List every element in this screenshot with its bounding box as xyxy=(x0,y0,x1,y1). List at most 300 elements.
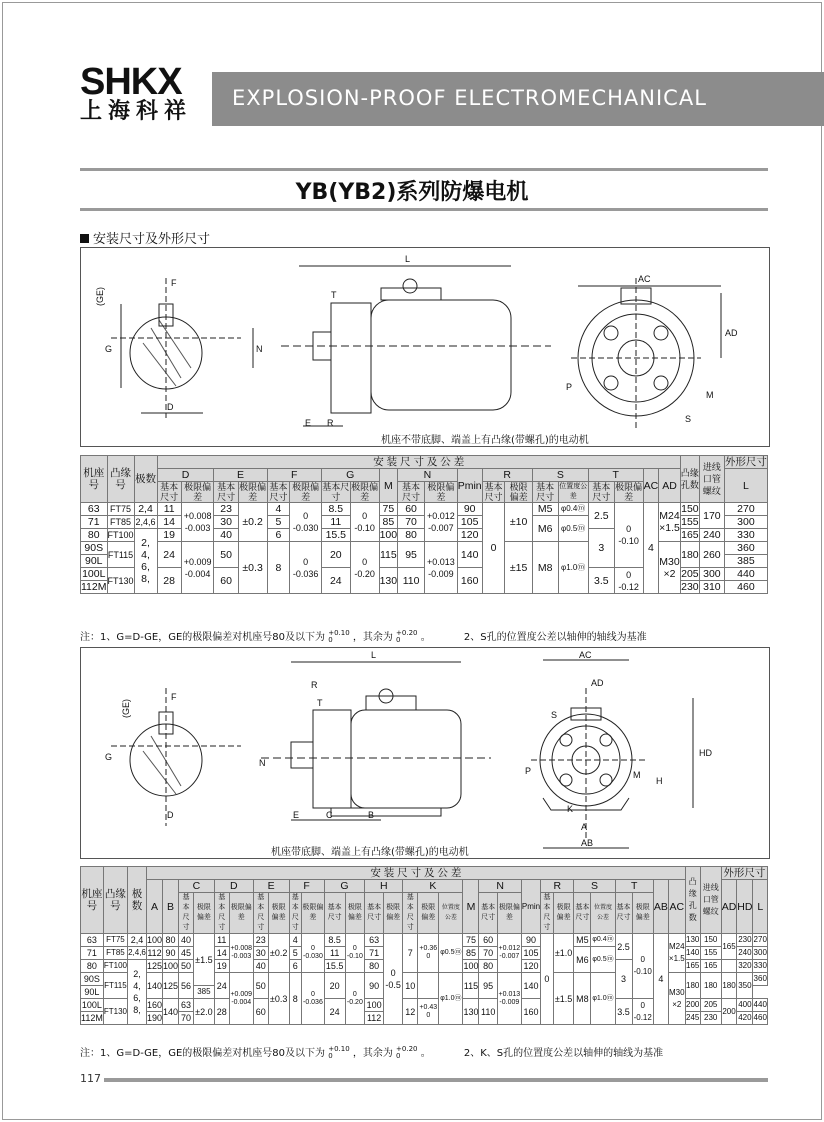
th-basic: 基本尺寸 xyxy=(398,482,425,503)
cell-C-tol: ±2.0 xyxy=(194,999,215,1025)
th-tol: 极限偏差 xyxy=(290,482,322,503)
th-T: T xyxy=(615,880,653,893)
tol-up: 0 xyxy=(303,556,309,567)
cell-N: 110 xyxy=(479,999,497,1025)
th-outline: 外形尺寸 xyxy=(721,867,767,880)
cell-poles xyxy=(127,960,146,1025)
cell-AD xyxy=(721,960,737,973)
tol-up: 0 xyxy=(352,945,357,952)
cell-L: 460 xyxy=(724,581,767,594)
cell-M: 115 xyxy=(379,542,398,568)
th-D: D xyxy=(157,469,214,482)
tol-down: -0.12 xyxy=(618,581,639,592)
tol-up: 0 xyxy=(640,1000,645,1010)
cell-holes: 4 xyxy=(643,503,659,594)
square-bullet-icon xyxy=(80,234,89,243)
tol-up: +0.013 xyxy=(498,990,521,998)
tol-down: -0.10 xyxy=(618,536,639,546)
cell-N: 60 xyxy=(479,934,497,947)
cell-poles: 2,4 xyxy=(127,934,146,947)
cell-C: 63 xyxy=(179,999,194,1012)
cell-P: 120 xyxy=(457,529,482,542)
tol-up: +0.20 xyxy=(396,629,418,637)
cell-frame: 71 xyxy=(81,947,104,960)
cell-D: 14 xyxy=(214,947,229,960)
cell-N: 95 xyxy=(479,973,497,999)
poles-d: 6, xyxy=(141,561,150,573)
cell-S: M6 xyxy=(574,947,591,973)
cell-A: 140 xyxy=(146,973,162,999)
cell-conduit xyxy=(668,934,685,973)
note-1-tol-2 xyxy=(396,630,417,644)
cell-D: 11 xyxy=(214,934,229,947)
cell-D: 19 xyxy=(214,960,229,973)
svg-text:C: C xyxy=(326,810,333,820)
th-flange: 凸缘号 xyxy=(107,456,134,503)
note-2-text-d: 2、K、S孔的位置度公差以轴伸的轴线为基准 xyxy=(463,1048,664,1059)
cell-G: 15.5 xyxy=(325,961,344,971)
drawing-1-svg xyxy=(81,248,769,446)
th-basic: 基本尺寸 xyxy=(267,482,290,503)
cell-N: 60 xyxy=(398,503,425,516)
cell-C: 45 xyxy=(179,947,194,960)
motor-body xyxy=(371,300,511,410)
cell-AC: 165 xyxy=(700,960,721,973)
th-A: A xyxy=(146,880,162,934)
svg-text:R: R xyxy=(327,418,334,428)
drawing-2-caption: 机座带底脚、端盖上有凸缘(带螺孔)的电动机 xyxy=(271,847,469,858)
th-E: E xyxy=(253,880,289,893)
note-1-text-b: ，其余为 xyxy=(352,632,393,643)
svg-text:P: P xyxy=(525,766,532,776)
conduit-1: M30 xyxy=(669,987,685,997)
shaft xyxy=(291,742,313,768)
th-G: G xyxy=(324,880,364,893)
title-rule-top xyxy=(80,168,768,171)
cell-L: 385 xyxy=(194,986,215,999)
th-N: N xyxy=(479,880,521,893)
cell-poles xyxy=(134,529,157,594)
cell-D: 19 xyxy=(157,529,181,542)
cell-E: 23 xyxy=(214,503,238,516)
cell-K: 12 xyxy=(403,999,418,1025)
tol-down: -0.5 xyxy=(385,980,401,990)
tol-down: -0.007 xyxy=(428,523,454,533)
cell-flange: FT75 xyxy=(103,934,127,947)
svg-text:L: L xyxy=(405,254,411,264)
svg-text:K: K xyxy=(567,804,574,814)
cell-HD: 400 xyxy=(737,999,753,1012)
cell-D: 11 xyxy=(157,503,181,516)
th-poles: 极数 xyxy=(134,456,157,503)
cell-F: 6 xyxy=(267,529,290,542)
cell-H: 80 xyxy=(365,960,384,973)
th-basic: 基本尺寸 xyxy=(157,482,181,503)
terminal-box xyxy=(366,696,416,710)
svg-text:E: E xyxy=(293,810,300,820)
note-1 xyxy=(80,628,647,644)
cell-G: 15.5 xyxy=(321,529,350,542)
th-tol: 极限偏差 xyxy=(418,893,439,934)
th-T: T xyxy=(588,469,643,482)
section-heading xyxy=(80,228,210,247)
note-1-tol-1 xyxy=(328,630,349,644)
tol-down: -0.20 xyxy=(354,568,375,579)
conduit-1: M24 xyxy=(659,510,680,522)
cell-B: 125 xyxy=(163,973,179,999)
tol-down: -0.10 xyxy=(346,953,363,960)
th-AD: AD xyxy=(721,880,737,934)
tol-up: +0.012 xyxy=(426,511,455,521)
th-Pmin: Pmin xyxy=(457,469,482,503)
cell-M: 100 xyxy=(379,529,398,541)
svg-text:S: S xyxy=(685,414,692,424)
cell-M: 100 xyxy=(463,961,479,971)
note-2-tol-1 xyxy=(328,1046,349,1060)
th-basic: 基本尺寸 xyxy=(482,482,505,503)
th-tol: 极限偏差 xyxy=(632,893,653,934)
cell-L: 330 xyxy=(724,529,767,542)
th-tol: 极限偏差 xyxy=(345,893,365,934)
svg-text:L: L xyxy=(371,650,377,660)
th-AC: AC xyxy=(643,469,659,503)
svg-text:S: S xyxy=(551,710,558,720)
cell-D: 14 xyxy=(157,516,181,529)
svg-text:N: N xyxy=(259,758,266,768)
cell-flange: FT75 xyxy=(107,503,134,516)
cell-C-tol: ±1.5 xyxy=(194,934,215,986)
tol-up: +0.009 xyxy=(183,556,212,567)
th-D: D xyxy=(214,880,253,893)
header-banner xyxy=(212,72,824,126)
cell-R-tol: ±10 xyxy=(505,503,532,542)
cell-S-pos: φ0.5ⓜ xyxy=(558,516,588,542)
svg-text:H: H xyxy=(656,776,663,786)
tol-down: -0.12 xyxy=(633,1012,652,1022)
cell-AB: 180 xyxy=(685,973,700,999)
flange-plate xyxy=(331,303,371,413)
cell-frame: 90L xyxy=(81,555,108,568)
cell-P: 105 xyxy=(521,947,540,960)
th-basic: 基本尺寸 xyxy=(365,893,384,934)
cell-frame: 90S xyxy=(81,973,104,986)
cell-K-tol xyxy=(418,973,439,999)
cell-D-tol xyxy=(229,973,253,1025)
th-tol: 极限偏差 xyxy=(425,482,458,503)
cell-HD: 350 xyxy=(737,973,753,999)
cell-N-tol xyxy=(425,503,458,542)
cell-B: 100 xyxy=(163,961,179,971)
cell-L: 385 xyxy=(724,555,767,568)
poles-b: 2, xyxy=(141,537,150,549)
cell-D: 24 xyxy=(214,973,229,999)
cell-N: 80 xyxy=(398,529,425,542)
cell-S: M5 xyxy=(574,934,591,947)
cell-C: 70 xyxy=(179,1012,194,1025)
svg-text:AB: AB xyxy=(581,838,594,848)
th-basic: 基本尺寸 xyxy=(179,893,194,934)
cell-M: 130 xyxy=(379,568,398,594)
cell-HD: 230 xyxy=(737,934,753,947)
cell-poles: 2,4,6 xyxy=(135,517,156,527)
cell-conduit xyxy=(659,542,681,594)
th-outline: 外形尺寸 xyxy=(724,456,767,468)
cell-R: 0 xyxy=(482,503,505,594)
cell-frame: 71 xyxy=(81,516,108,529)
th-F: F xyxy=(267,469,321,482)
cell-E-tol: ±0.2 xyxy=(268,934,289,973)
cell-L: 300 xyxy=(724,516,767,529)
poles-e: 8, xyxy=(141,573,150,585)
tol-down: -0.009 xyxy=(499,998,520,1006)
cell-HD: 240 xyxy=(737,947,753,960)
cell-AB: 245 xyxy=(685,1012,700,1025)
th-C: C xyxy=(179,880,215,893)
th-basic: 基本尺寸 xyxy=(214,893,229,934)
poles-c: 4, xyxy=(133,981,141,991)
svg-text:G: G xyxy=(105,752,113,762)
th-basic: 基本尺寸 xyxy=(574,893,591,934)
cell-AD: 165 xyxy=(721,934,737,960)
poles-c: 4, xyxy=(141,549,150,561)
cell-S: M8 xyxy=(574,973,591,1025)
tol-down: -0.004 xyxy=(231,998,252,1006)
cell-P: 140 xyxy=(521,973,540,999)
cell-conduit xyxy=(659,503,681,542)
cell-G: 20 xyxy=(324,973,345,999)
cell-G-tol xyxy=(350,503,379,542)
cell-AD: 310 xyxy=(699,581,724,594)
cell-G-tol xyxy=(350,542,379,594)
th-tol: 极限偏差 xyxy=(268,893,289,934)
cell-P: 90 xyxy=(521,934,540,947)
th-L: L xyxy=(753,880,768,934)
cell-frame: 112M xyxy=(81,581,107,593)
motor-body xyxy=(351,710,461,808)
cell-T: 2.5 xyxy=(615,934,632,960)
cell-S: M5 xyxy=(532,503,558,516)
svg-text:AC: AC xyxy=(579,650,592,660)
th-tol: 极限偏差 xyxy=(351,482,379,502)
page-title: YB(YB2)系列防爆电机 xyxy=(295,180,529,205)
cell-HD: 320 xyxy=(737,960,753,973)
cell-N-tol xyxy=(425,542,458,594)
cell-G: 24 xyxy=(321,568,350,594)
cell-frame: 90S xyxy=(81,542,108,555)
cell-N: 110 xyxy=(398,568,425,594)
th-conduit: 进线口管螺纹 xyxy=(700,867,721,934)
cell-G: 20 xyxy=(321,542,350,568)
svg-text:D: D xyxy=(167,402,174,412)
cell-G: 8.5 xyxy=(321,503,350,516)
th-AC: AC xyxy=(668,880,685,934)
cell-frame: 90L xyxy=(81,986,104,999)
th-M: M xyxy=(379,469,398,503)
flange-plate xyxy=(313,710,351,808)
cell-frame: 63 xyxy=(81,934,104,947)
cell-T-tol xyxy=(632,934,653,999)
cell-G: 24 xyxy=(324,999,345,1025)
th-basic: 基本尺寸 xyxy=(289,893,302,934)
cell-L: 360 xyxy=(753,973,768,986)
note-2-text-b: ，其余为 xyxy=(352,1048,393,1059)
logo-cn-text: 上海科祥 xyxy=(80,99,193,124)
cell-F: 8 xyxy=(289,973,302,1025)
tol-up: +0.10 xyxy=(328,1045,350,1053)
svg-text:F: F xyxy=(171,692,177,702)
cell-A: 100 xyxy=(146,935,163,945)
th-tol: 极限偏差 xyxy=(497,893,521,934)
cell-AC: 180 xyxy=(700,973,721,999)
page-number: 117 xyxy=(80,1072,101,1085)
tol-down: 0 xyxy=(426,1011,431,1019)
cell-B: 90 xyxy=(163,947,179,960)
cell-AD: 240 xyxy=(699,529,724,542)
th-install: 安 装 尺 寸 及 公 差 xyxy=(146,867,685,880)
cell-F: 6 xyxy=(289,960,302,973)
banner-text: EXPLOSION-PROOF ELECTROMECHANICAL xyxy=(232,86,707,110)
drawing-2-svg xyxy=(81,648,769,858)
cell-N-tol xyxy=(497,973,521,1025)
tol-down: -0.003 xyxy=(184,523,211,533)
tol-up: 0 xyxy=(390,968,396,978)
cell-P: 105 xyxy=(457,516,482,529)
cell-E: 60 xyxy=(214,568,238,594)
th-S: S xyxy=(574,880,615,893)
tol-up: 0 xyxy=(362,511,368,521)
cell-E-tol: ±0.3 xyxy=(238,542,267,594)
cell-L: 460 xyxy=(753,1012,768,1025)
cell-K: 10 xyxy=(403,973,418,999)
cell-AC: 165 xyxy=(681,529,699,541)
th-pos: 位置度公差 xyxy=(558,482,588,503)
th-E: E xyxy=(214,469,267,482)
cell-D-tol xyxy=(181,503,214,542)
cell-E: 40 xyxy=(253,960,268,973)
svg-text:D: D xyxy=(167,810,174,820)
cell-C: 50 xyxy=(179,960,194,973)
th-M: M xyxy=(463,880,479,934)
cell-L: 360 xyxy=(724,542,767,555)
cell-frame: 100L xyxy=(81,1000,102,1010)
cell-AC: 180 xyxy=(680,542,699,568)
cell-H-tol xyxy=(384,934,403,1025)
tol-up: 0 xyxy=(626,569,632,580)
th-basic: 基本尺寸 xyxy=(479,893,497,934)
cell-P: 160 xyxy=(457,568,482,594)
th-basic: 基本尺寸 xyxy=(615,893,632,934)
cell-H: 71 xyxy=(365,947,384,960)
cell-S-pos: φ1.0ⓜ xyxy=(558,542,588,594)
drawing-1-caption: 机座不带底脚、端盖上有凸缘(带螺孔)的电动机 xyxy=(381,435,589,446)
cell-AD: 170 xyxy=(699,503,724,529)
tol-up: +0.008 xyxy=(230,945,253,952)
th-R: R xyxy=(541,880,574,893)
cell-AD: 300 xyxy=(699,568,724,581)
th-install: 安 装 尺 寸 及 公 差 xyxy=(157,456,680,469)
cell-P: 90 xyxy=(457,503,482,516)
th-B: B xyxy=(163,880,179,934)
cell-S-pos: φ1.0ⓜ xyxy=(591,973,615,1025)
conduit-2: ×2 xyxy=(672,999,682,1009)
cell-AD: 260 xyxy=(699,542,724,568)
cell-E: 50 xyxy=(214,542,238,568)
cell-D-tol xyxy=(229,934,253,973)
cell-G: 11 xyxy=(321,516,350,529)
cell-conduit xyxy=(668,973,685,1025)
th-F: F xyxy=(289,880,324,893)
th-N: N xyxy=(398,469,458,482)
cell-A: 112 xyxy=(147,948,162,958)
svg-text:P: P xyxy=(566,382,573,392)
svg-text:N: N xyxy=(256,344,263,354)
th-basic: 基本尺寸 xyxy=(253,893,268,934)
cell-T-tol xyxy=(632,999,653,1025)
th-holes: 凸缘孔数 xyxy=(680,456,699,503)
cell-D: 28 xyxy=(214,999,229,1025)
tol-up: 0 xyxy=(310,990,315,998)
conduit-1: M24 xyxy=(669,942,685,951)
th-tol: 极限偏差 xyxy=(302,893,325,934)
th-tol: 极限偏差 xyxy=(505,482,532,503)
conduit-2: ×1.5 xyxy=(668,954,685,963)
terminal-box xyxy=(381,288,441,300)
cell-AC: 230 xyxy=(681,581,699,593)
th-poles: 极数 xyxy=(127,867,146,934)
cell-S-pos: φ0.4ⓜ xyxy=(591,934,615,947)
tol-up: 0 xyxy=(362,556,368,567)
tol-down: -0.030 xyxy=(303,953,323,960)
th-basic: 基本尺寸 xyxy=(532,482,558,503)
cell-frame: 112M xyxy=(81,1013,103,1023)
cell-L: 440 xyxy=(724,568,767,581)
cell-holes: 4 xyxy=(653,934,668,1025)
cell-R-tol: ±1.5 xyxy=(553,973,574,1025)
drawing-flange-no-feet xyxy=(80,247,770,447)
tol-up: +0.20 xyxy=(396,1045,418,1053)
note-2 xyxy=(80,1044,663,1060)
tol-down: 0 xyxy=(328,636,333,644)
th-pos: 位置度公差 xyxy=(591,893,615,934)
svg-text:T: T xyxy=(317,698,323,708)
cell-N: 70 xyxy=(398,516,425,529)
cell-K: 7 xyxy=(403,934,418,973)
company-logo xyxy=(80,61,198,124)
cell-E: 23 xyxy=(253,934,268,947)
cell-P: 160 xyxy=(521,999,540,1025)
cell-flange: FT85 xyxy=(103,947,127,960)
cell-AC: 205 xyxy=(681,568,699,580)
cell-P: 140 xyxy=(457,542,482,568)
title-rule-bottom xyxy=(80,208,768,211)
mounting-feet xyxy=(331,808,441,816)
tol-down: -0.007 xyxy=(499,953,520,960)
note-1-text-c: 。 xyxy=(420,632,431,643)
poles-b: 2, xyxy=(133,969,141,979)
th-AD: AD xyxy=(659,469,681,503)
cell-T: 2.5 xyxy=(588,503,614,529)
tol-down: -0.004 xyxy=(184,568,211,579)
cell-F-tol xyxy=(290,503,322,542)
svg-text:(GE): (GE) xyxy=(121,699,131,718)
cell-A: 190 xyxy=(146,1013,163,1023)
cell-T: 3.5 xyxy=(615,999,632,1025)
th-tol: 极限偏差 xyxy=(553,893,574,934)
cell-R-tol: ±1.0 xyxy=(553,934,574,973)
cell-N: 70 xyxy=(479,947,497,960)
cell-AC: 155 xyxy=(700,947,721,960)
cell-D: 28 xyxy=(157,568,181,594)
